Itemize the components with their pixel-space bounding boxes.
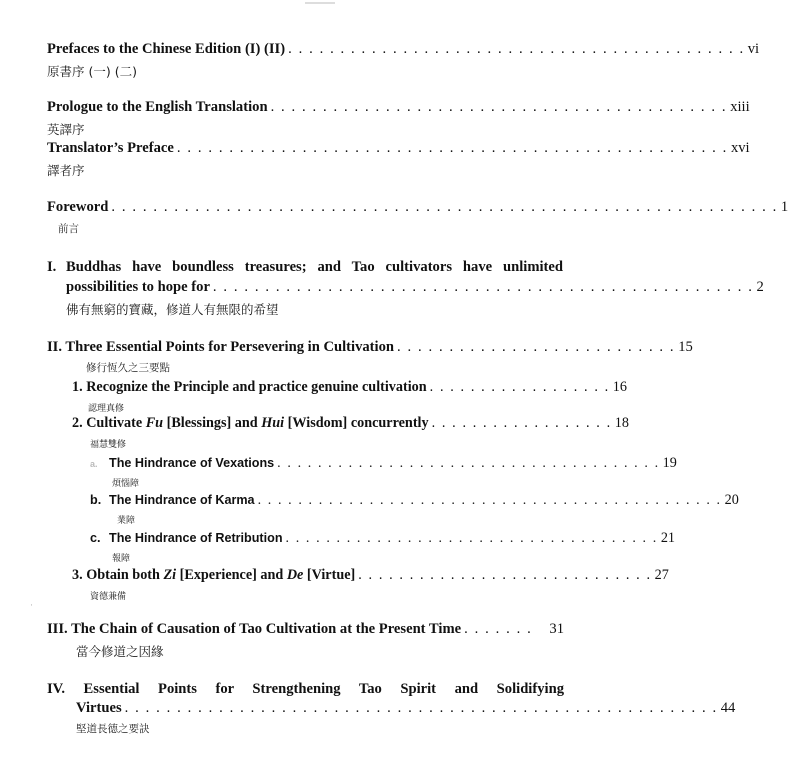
- toc-title: 1. Recognize the Principle and practice genuine cultivation: [72, 379, 427, 395]
- toc-entry-foreword[interactable]: [47, 199, 788, 216]
- dot-leader: . . . . . . . . . . . . . . . . . . . . . . . . . . . . . . . . . . . . . . . . . . . . . . . . . . . .: [212, 279, 754, 295]
- dot-leader: . . . . . . . . . . . . . . . . . . . . . . . . . . . . . . . . . . . . . . . . . . . . . . . . . . . . . . . . . . . . . . . .: [111, 199, 778, 215]
- toc-chinese-title: 報障: [112, 554, 131, 564]
- page-number: 31: [549, 621, 564, 637]
- toc-entry-chapter-4-line2[interactable]: [76, 700, 736, 717]
- toc-chinese-title: 前言: [58, 223, 79, 235]
- scan-artifact: ·: [30, 600, 33, 610]
- toc-title: The Hindrance of Retribution: [109, 531, 283, 545]
- page-number: xiii: [730, 99, 750, 115]
- page-number: 20: [724, 492, 739, 508]
- toc-entry-chapter-4-line1[interactable]: IV. Essential Points for Strengthening Tao Spirit and Solidifying: [47, 681, 564, 697]
- toc-entry-section-2-2b[interactable]: [109, 492, 739, 509]
- toc-title: The Hindrance of Vexations: [109, 456, 275, 470]
- toc-title: III. The Chain of Causation of Tao Cultivation at the Present Time: [47, 621, 462, 637]
- toc-chinese-title: 譯者序: [47, 163, 85, 178]
- dot-leader: . . . . . . . . . . . . . . . . . . . . . . . . . . . . . . . . . . . . . . . . . . . .: [288, 41, 745, 57]
- page-number: 16: [612, 379, 627, 395]
- dot-leader: . . . . . . . . . . . . . . . . . . . . . . . . . . . . . . . . . . . . . . . . . . . . . . . . . . . . . . . . .: [124, 700, 718, 716]
- page-number: vi: [747, 41, 760, 57]
- toc-chinese-title: 修行恆久之三要點: [86, 362, 170, 374]
- toc-title: The Hindrance of Karma: [109, 493, 255, 507]
- toc-item-label: a.: [90, 459, 98, 469]
- scan-artifact: [305, 2, 335, 4]
- dot-leader: . . . . . . . . . . . . . . . . . . . . . . . . . . . . . . . . . . . . . .: [277, 456, 660, 471]
- dot-leader: . . . . . . . . . . . . . . . . . . . . . . . . . . .: [397, 339, 676, 355]
- dot-leader: . . . . . . . . . . . . . . . . . . . . . . . . . . . . .: [358, 567, 652, 583]
- toc-entry-section-2-3[interactable]: [72, 567, 669, 584]
- toc-chinese-title: 英譯序: [47, 122, 85, 137]
- toc-entry-chapter-1-number: I.: [47, 259, 57, 275]
- toc-entry-section-2-2c[interactable]: [109, 530, 676, 547]
- toc-title: II. Three Essential Points for Persevering in Cultivation: [47, 339, 395, 355]
- toc-chinese-title: 認理真修: [88, 404, 125, 414]
- dot-leader: . . . . . . . . . . . . . . . . . . . . . . . . . . . . . . . . . . . . . . . . . . . .: [270, 99, 728, 115]
- dot-leader: . . . . . . . . . . . . . . . . . . . . . . . . . . . . . . . . . . . . . . . . . . . . . .: [257, 493, 722, 508]
- page-number: xvi: [730, 140, 750, 156]
- page-number: 18: [614, 415, 629, 431]
- toc-title: possibilities to hope for: [66, 279, 210, 295]
- toc-entry-section-2-1[interactable]: [72, 379, 627, 396]
- toc-entry-chapter-1-line2[interactable]: [66, 279, 764, 296]
- toc-title: 2. Cultivate Fu [Blessings] and Hui [Wisdom] concurrently: [72, 415, 429, 431]
- page-number: 1: [780, 199, 788, 215]
- toc-entry-chapter-2[interactable]: [47, 339, 693, 356]
- toc-title: Foreword: [47, 199, 109, 215]
- toc-chinese-title: 佛有無窮的寶藏，修道人有無限的希望: [66, 302, 279, 317]
- toc-entry-section-2-2a[interactable]: [109, 455, 677, 472]
- toc-entry-prefaces[interactable]: [47, 41, 760, 58]
- toc-chinese-title: 業障: [117, 516, 136, 526]
- page-number: 19: [662, 455, 677, 471]
- toc-item-label: b.: [90, 493, 102, 507]
- toc-entry-chapter-3[interactable]: [47, 621, 564, 638]
- page-number: 27: [654, 567, 669, 583]
- dot-leader: . . . . . . . . . . . . . . . . . .: [429, 379, 610, 395]
- toc-item-label: c.: [90, 531, 101, 545]
- page-number: 15: [678, 339, 693, 355]
- page-number: 2: [756, 279, 764, 295]
- toc-title: Virtues: [76, 700, 122, 716]
- toc-chinese-title: 堅道長德之要訣: [76, 723, 150, 735]
- toc-entry-translators-preface[interactable]: [47, 140, 750, 157]
- toc-entry-prologue[interactable]: [47, 99, 750, 116]
- toc-title: Translator’s Preface: [47, 140, 174, 156]
- toc-title: Prologue to the English Translation: [47, 99, 268, 115]
- page-number: 21: [660, 530, 676, 546]
- toc-chinese-title: 煩惱障: [112, 479, 140, 489]
- toc-chinese-title: 資德兼備: [90, 592, 127, 602]
- toc-entry-chapter-1-line1[interactable]: Buddhas have boundless treasures; and Tao cultivators have unlimited: [66, 259, 563, 275]
- toc-title: Prefaces to the Chinese Edition (I) (II): [47, 41, 286, 57]
- toc-chinese-title: 當今修道之因緣: [76, 644, 164, 659]
- toc-entry-section-2-2[interactable]: [72, 415, 629, 432]
- dot-leader: . . . . . . . . . . . . . . . . . . . . . . . . . . . . . . . . . . . . . . . . . . . . . . . . . . . . .: [176, 140, 728, 156]
- dot-leader: . . . . . . .: [464, 621, 533, 637]
- dot-leader: . . . . . . . . . . . . . . . . . . . . . . . . . . . . . . . . . . . . .: [285, 531, 658, 546]
- toc-chinese-title: 福慧雙修: [90, 440, 127, 450]
- toc-title: 3. Obtain both Zi [Experience] and De [Virtue]: [72, 567, 356, 583]
- dot-leader: . . . . . . . . . . . . . . . . . .: [431, 415, 612, 431]
- page-number: 44: [720, 700, 736, 716]
- toc-chinese-title: 原書序 (一) (二): [47, 64, 137, 79]
